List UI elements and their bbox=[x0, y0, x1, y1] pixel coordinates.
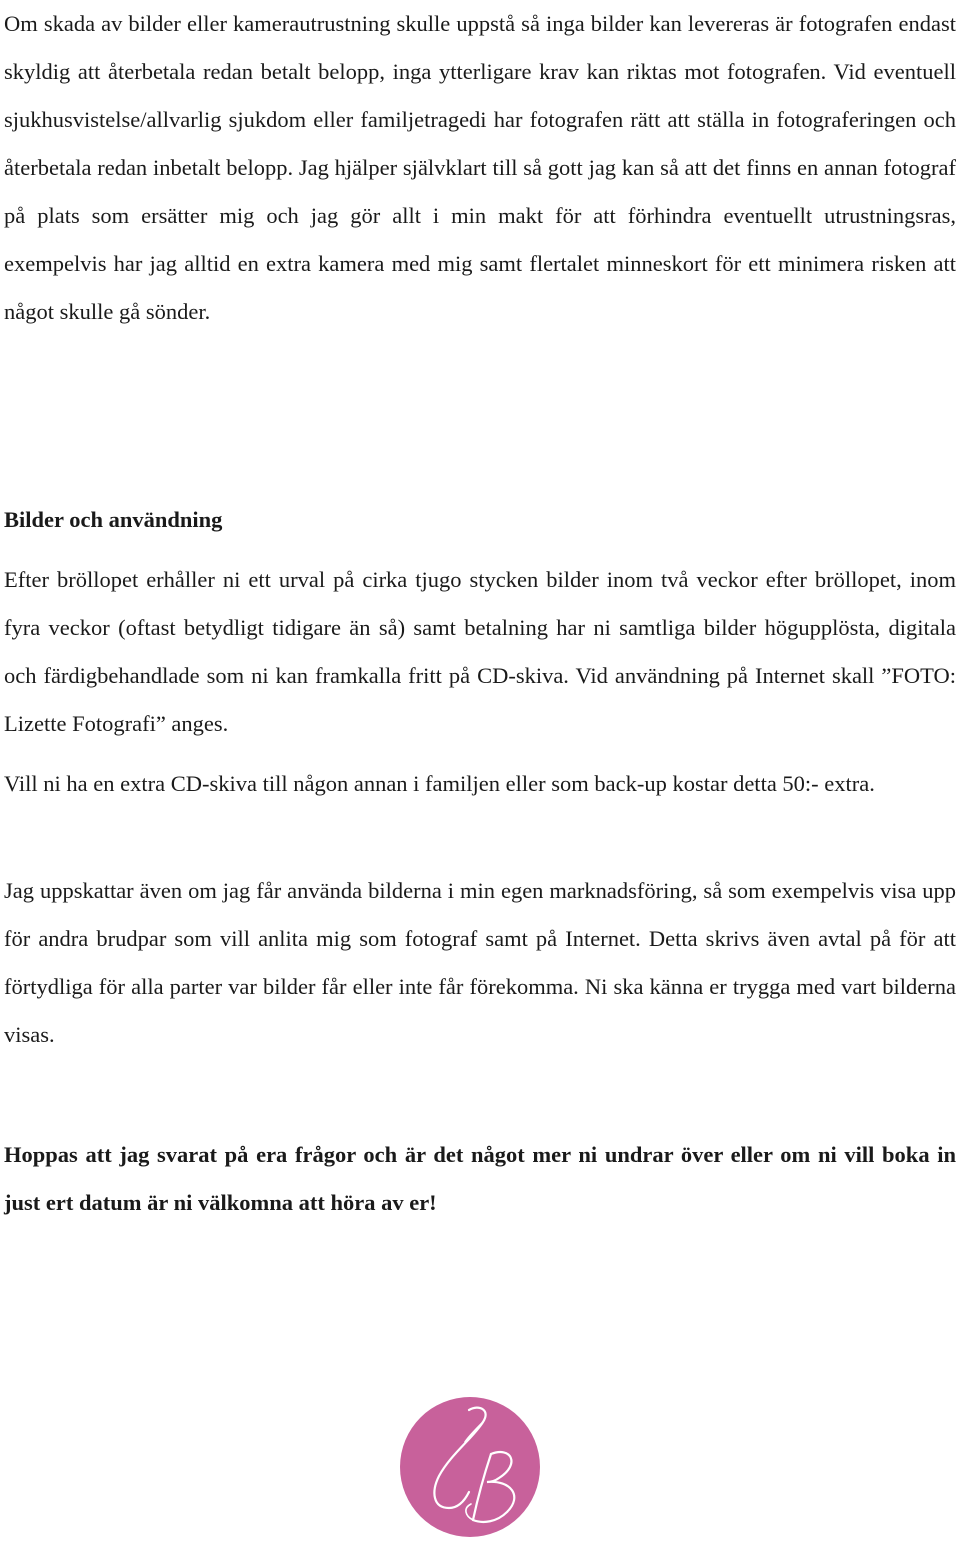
section-paragraph: Jag uppskattar även om jag får använda bilderna i min egen marknadsföring, så som exempelvis visa upp för andra brudpar som vill anlita mig som fotograf samt på Internet. Detta skrivs även avtal på för att förtydliga för alla parter var bilder får eller inte får förekomma. Ni ska känna er trygga med vart bilderna visas. bbox=[4, 878, 956, 1047]
section-heading: Bilder och användning bbox=[4, 507, 223, 532]
logo-circle bbox=[400, 1397, 540, 1537]
logo-graphic bbox=[399, 1396, 541, 1538]
lb-monogram-logo bbox=[399, 1396, 541, 1538]
section-paragraph: Efter bröllopet erhåller ni ett urval på cirka tjugo stycken bilder inom två veckor efter bröllopet, inom fyra veckor (oftast betydligt tidigare än så) samt betalning har ni samtliga bilder högupplösta, digitala och färdigbehandlade som ni kan framkalla fritt på CD-skiva. Vid användning på Internet skall ”FOTO: Lizette Fotografi” anges. bbox=[4, 567, 956, 736]
section-paragraph: Vill ni ha en extra CD-skiva till någon annan i familjen eller som back-up kostar detta 50:- extra. bbox=[4, 771, 875, 796]
intro-paragraph: Om skada av bilder eller kamerautrustning skulle uppstå så inga bilder kan levereras är fotografen endast skyldig att återbetala redan betalt belopp, inga ytterligare krav kan riktas mot fotografen. Vid eventuell sjukhusvistelse/allvarlig sjukdom eller familjetragedi har fotografen rätt att ställa in fotograferingen och återbetala redan inbetalt belopp. Jag hjälper självklart till så gott jag kan så att det finns en annan fotograf på plats som ersätter mig och jag gör allt i min makt för att förhindra eventuellt utrustningsras, exempelvis har jag alltid en extra kamera med mig samt flertalet minneskort för ett minimera risken att något skulle gå sönder. bbox=[4, 11, 956, 324]
closing-paragraph: Hoppas att jag svarat på era frågor och är det något mer ni undrar över eller om ni vill boka in just ert datum är ni välkomna att höra av er! bbox=[4, 1142, 956, 1215]
